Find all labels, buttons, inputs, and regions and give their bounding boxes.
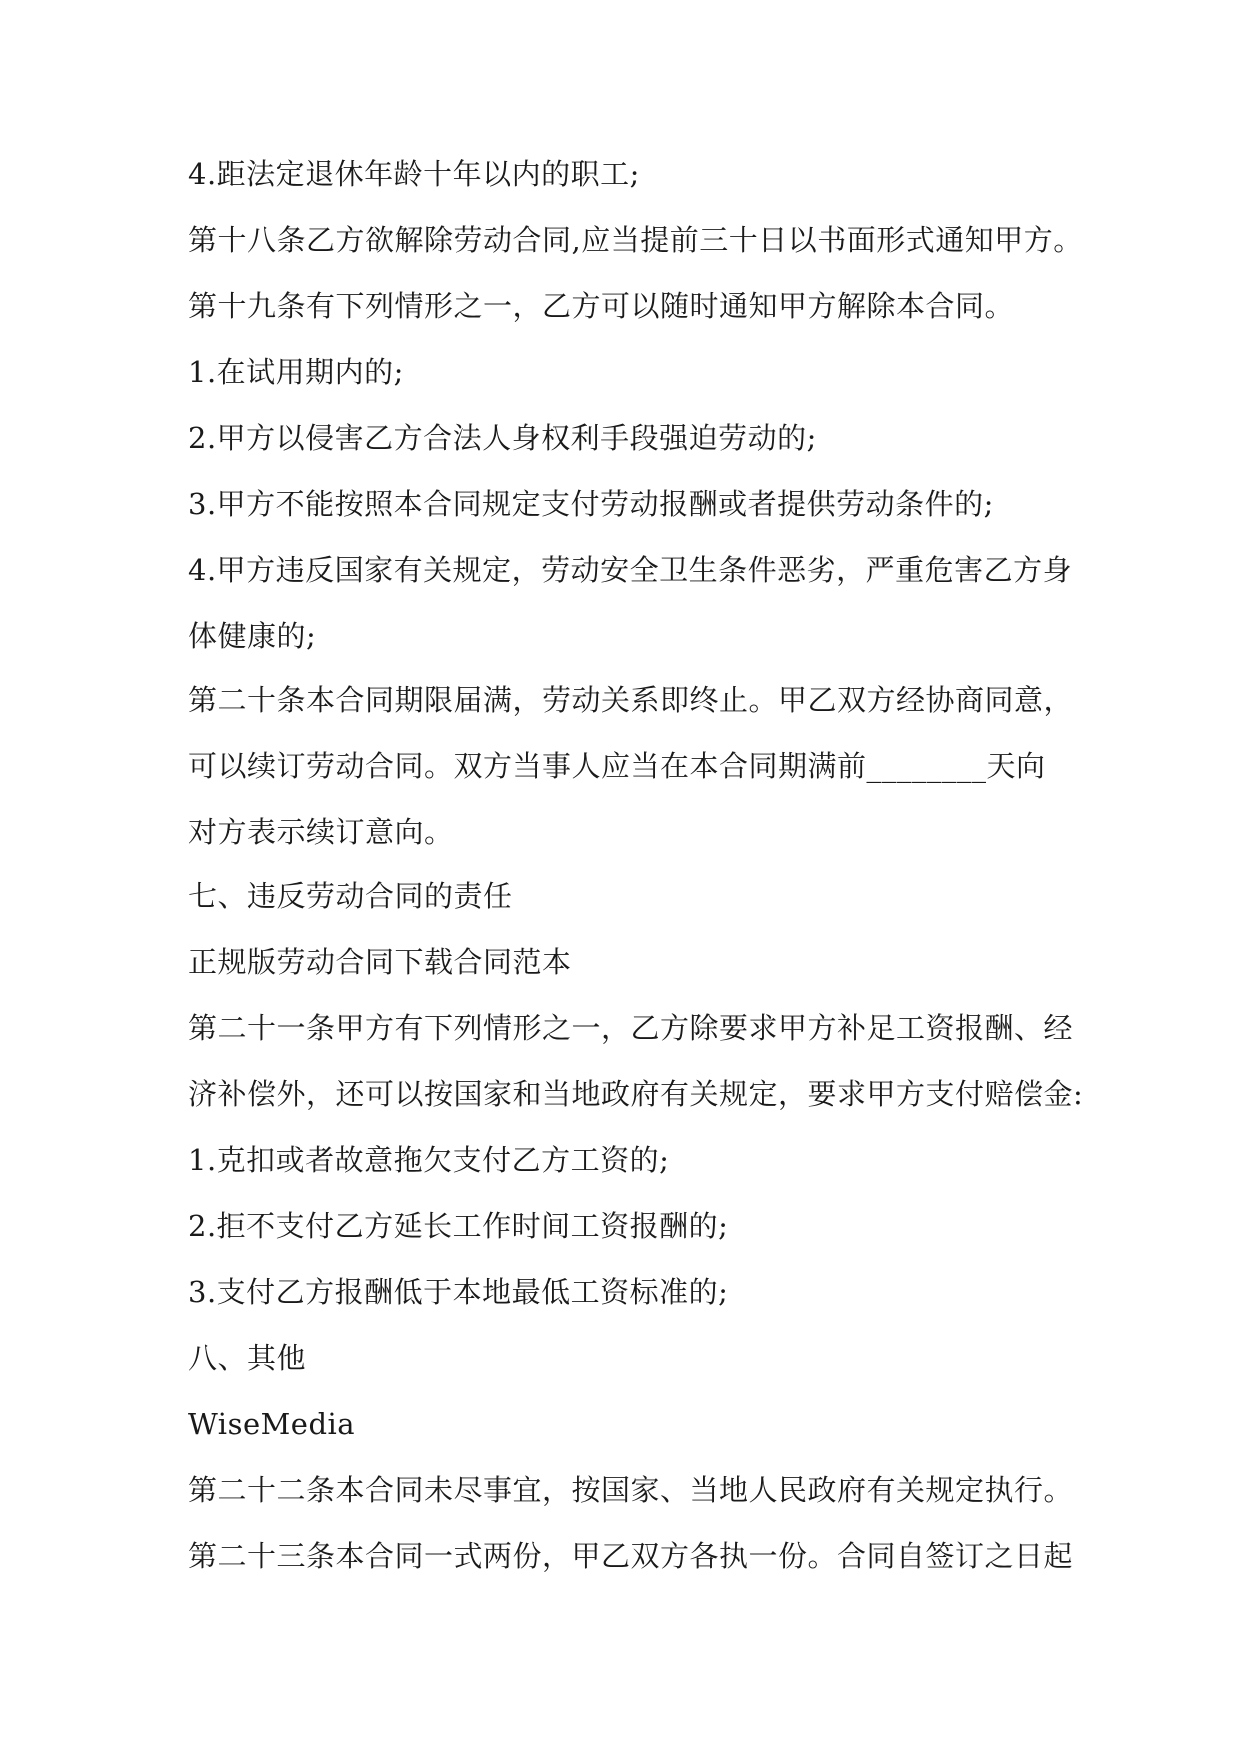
section-heading: 八、其他 (188, 1341, 307, 1375)
text-line: 4.甲方违反国家有关规定，劳动安全卫生条件恶劣，严重危害乙方身 (188, 553, 1073, 587)
text-line: 第二十三条本合同一式两份，甲乙双方各执一份。合同自签订之日起 (188, 1539, 1074, 1573)
text-line: 正规版劳动合同下载合同范本 (188, 945, 572, 979)
text-line: 济补偿外，还可以按国家和当地政府有关规定，要求甲方支付赔偿金: (188, 1077, 1084, 1111)
document-body (188, 157, 1088, 1608)
text-line: 2.拒不支付乙方延长工作时间工资报酬的; (188, 1209, 729, 1243)
text-line: 第十八条乙方欲解除劳动合同,应当提前三十日以书面形式通知甲方。 (188, 223, 1083, 257)
text-line: 第二十一条甲方有下列情形之一，乙方除要求甲方补足工资报酬、经 (188, 1011, 1074, 1045)
text-line: 3.支付乙方报酬低于本地最低工资标准的; (188, 1275, 729, 1309)
text-line: 1.在试用期内的; (188, 355, 404, 389)
text-line: 第二十条本合同期限届满，劳动关系即终止。甲乙双方经协商同意， (188, 683, 1074, 717)
text-line: 4.距法定退休年龄十年以内的职工; (188, 157, 640, 191)
text-line: 第十九条有下列情形之一，乙方可以随时通知甲方解除本合同。 (188, 289, 1015, 323)
text-line: 1.克扣或者故意拖欠支付乙方工资的; (188, 1143, 670, 1177)
text-line: 3.甲方不能按照本合同规定支付劳动报酬或者提供劳动条件的; (188, 487, 994, 521)
text-line: 可以续订劳动合同。双方当事人应当在本合同期满前________天向 (188, 749, 1046, 783)
text-line: 2.甲方以侵害乙方合法人身权利手段强迫劳动的; (188, 421, 817, 455)
text-line: 体健康的; (188, 619, 317, 653)
text-line: 对方表示续订意向。 (188, 815, 454, 849)
section-heading: 七、违反劳动合同的责任 (188, 879, 513, 913)
text-line: 第二十二条本合同未尽事宜，按国家、当地人民政府有关规定执行。 (188, 1473, 1074, 1507)
text-line: WiseMedia (188, 1407, 356, 1441)
